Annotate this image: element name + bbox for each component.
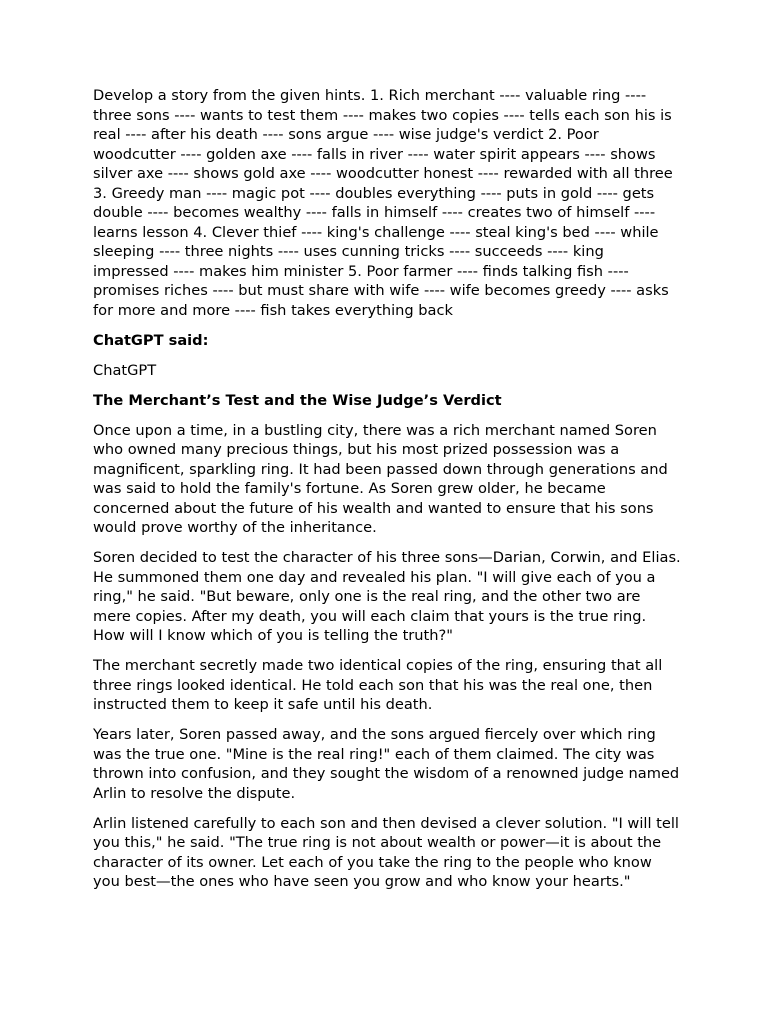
story-paragraph: The merchant secretly made two identical copies of the ring, ensuring that all three rings looked identical. He told each son that his was the real one, then instructed them to keep it safe until his death. xyxy=(93,657,663,713)
story-title: The Merchant’s Test and the Wise Judge’s Verdict xyxy=(93,391,502,409)
story-paragraph: Once upon a time, in a bustling city, there was a rich merchant named Soren who owned many precious things, but his most prized possession was a magnificent, sparkling ring. It had been passed down through generations and was said to hold the family's fortune. As Soren grew older, he became concerned about the future of his wealth and wanted to ensure that his sons would prove worthy of the inheritance. xyxy=(93,421,668,536)
user-prompt: Develop a story from the given hints. 1. Rich merchant ---- valuable ring ---- three sons ---- wants to test them ---- makes two copies ---- tells each son his is real ---- after his death ---- sons argue ---- wise judge's verdict 2. Poor woodcutter ---- golden axe ---- falls in river ---- water spirit appears ---- shows silver axe ---- shows gold axe ---- woodcutter honest ---- rewarded with all three 3. Greedy man ---- magic pot ---- doubles everything ---- puts in gold ---- gets double ---- becomes wealthy ---- falls in himself ---- creates two of himself ---- learns lesson 4. Clever thief ---- king's challenge ---- steal king's bed ---- while sleeping ---- three nights ---- uses cunning tricks ---- succeeds ---- king impressed ---- makes him minister 5. Poor farmer ---- finds talking fish ---- promises riches ---- but must share with wife ---- wife becomes greedy ---- asks for more and more ---- fish takes everything back xyxy=(93,87,673,319)
document-page xyxy=(93,86,681,902)
speaker-label: ChatGPT said: xyxy=(93,331,209,349)
speaker-name: ChatGPT xyxy=(93,361,157,379)
story-paragraph: Soren decided to test the character of his three sons—Darian, Corwin, and Elias. He summoned them one day and revealed his plan. "I will give each of you a ring," he said. "But beware, only one is the real ring, and the other two are mere copies. After my death, you will each claim that yours is the true ring. How will I know which of you is telling the truth?" xyxy=(93,549,681,644)
story-paragraph: Arlin listened carefully to each son and then devised a clever solution. "I will tell you this," he said. "The true ring is not about wealth or power—it is about the character of its owner. Let each of you take the ring to the people who know you best—the ones who have seen you grow and who know your hearts." xyxy=(93,814,679,890)
story-paragraph: Years later, Soren passed away, and the sons argued fiercely over which ring was the true one. "Mine is the real ring!" each of them claimed. The city was thrown into confusion, and they sought the wisdom of a renowned judge named Arlin to resolve the dispute. xyxy=(93,726,680,802)
